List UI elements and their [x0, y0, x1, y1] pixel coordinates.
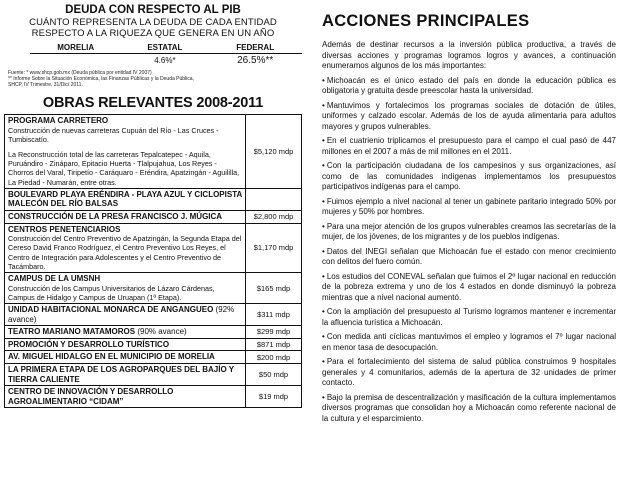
- project-description: [5, 364, 246, 385]
- project-row: [5, 351, 301, 364]
- project-title: [8, 387, 242, 406]
- action-item: [322, 272, 616, 304]
- action-item: [322, 76, 616, 97]
- project-detail: La Reconstrucción total de las carreteras Tepalcatepec - Aquila, Puruándiro - Zináparo, Epitacio Huerta - Tlalpujahua, Los Reyes - Chorros del Varal, Tiripetío - Caráquaro - Eréndira, Apatzingán - Aguililla, La Piedad - Numarán, entre otras.: [8, 150, 240, 187]
- debt-subtitle-line-1: CUÁNTO REPRESENTA LA DEUDA DE CADA ENTIDAD: [29, 17, 277, 28]
- project-detail: Construcción de los Campus Universitarios de Lázaro Cárdenas, Campus de Hidalgo y Campus de Uruapan (1ª Etapa).: [8, 283, 215, 302]
- bullet-marker: •: [322, 161, 325, 170]
- debt-value-estatal: 4.6%*: [154, 56, 176, 65]
- project-amount: [246, 189, 301, 210]
- debt-value-morelia: [30, 54, 121, 68]
- project-amount: $311 mdp: [257, 310, 290, 320]
- project-description: [5, 211, 246, 223]
- debt-table: [30, 42, 302, 67]
- debt-note: SHCP, IV Trimestre, 31/Dic/ 2011.: [8, 82, 83, 88]
- projects-title: OBRAS RELEVANTES 2008-2011: [42, 95, 264, 111]
- project-description: [5, 351, 246, 363]
- bullet-marker: •: [322, 332, 325, 341]
- projects-table: [4, 114, 302, 408]
- project-amount: $5,120 mdp: [253, 146, 294, 156]
- project-description: [5, 115, 246, 188]
- project-title-text: BOULEVARD PLAYA ERÉNDIRA - PLAYA AZUL Y CICLOPISTA MALECÓN DEL RÍO BALSAS: [8, 189, 242, 209]
- project-amount: $50 mdp: [258, 370, 289, 380]
- debt-note: Fuente: * www.shcp.gob.mx (Deuda pública por entidad IV 2007): [8, 70, 152, 76]
- project-description: [5, 273, 246, 303]
- bullet-marker: •: [322, 136, 325, 145]
- action-item: [322, 136, 616, 157]
- action-item: [322, 222, 616, 243]
- project-title: [8, 274, 242, 284]
- action-text: Bajo la premisa de descentralización y masificación de la cultura implementamos diversos programas que consolidan hoy a Michoacán como referente nacional de la cultura y el esparcimiento.: [322, 392, 616, 423]
- bullet-marker: •: [322, 196, 325, 206]
- project-title-text: AV. MIGUEL HIDALGO EN EL MUNICIPIO DE MORELIA: [8, 352, 215, 362]
- bullet-marker: •: [322, 246, 325, 256]
- project-amount: $1,170 mdp: [253, 243, 294, 253]
- action-text: Con la participación ciudadana de los campesinos y sus organizaciones, así como de las comunidades indígenas implementamos los presupuestos participativos indígenas para el campo.: [322, 161, 616, 191]
- project-title-text: PROMOCIÓN Y DESARROLLO TURÍSTICO: [8, 339, 170, 349]
- bullet-marker: •: [322, 100, 325, 110]
- project-title: [8, 340, 242, 350]
- project-row: [5, 386, 301, 407]
- action-text: Para el fortalecimiento del sistema de salud pública construimos 9 hospitales generales y 4 comunitarios, además de la apertura de 32 unidades de primer contacto.: [322, 357, 616, 387]
- project-title: [8, 190, 242, 209]
- debt-header-estatal: ESTATAL: [121, 42, 208, 54]
- debt-source-notes: [8, 70, 302, 88]
- project-row: [5, 224, 301, 273]
- debt-header-federal: FEDERAL: [208, 42, 302, 54]
- project-title-text: PROGRAMA CARRETERO: [8, 116, 109, 125]
- action-item: [322, 247, 616, 268]
- project-title-text: CENTRO DE INNOVACIÓN Y DESARROLLO AGROALIMENTARIO “CIDAM”: [8, 387, 174, 406]
- bullet-marker: •: [322, 392, 325, 402]
- bullet-marker: •: [322, 221, 325, 231]
- project-description: [5, 339, 246, 351]
- project-detail: Construcción del Centro Preventivo de Apatzingán, la Segunda Etapa del Cereso David Franco Rodríguez, el Centro Preventivo Los Reyes, el Centro de Integración para Adolescentes y el Centro Preventivo de Tacámbaro.: [8, 234, 242, 271]
- project-row: [5, 189, 301, 211]
- project-description: [5, 189, 246, 210]
- project-title-text: TEATRO MARIANO MATAMOROS: [8, 327, 136, 337]
- action-text: En el cuatrienio triplicamos el presupuesto para el campo el cual pasó de 447 millones en el 2007 a más de mil millones en el 2011.: [322, 136, 616, 156]
- project-row: [5, 364, 301, 386]
- action-text: Para una mejor atención de los grupos vulnerables creamos las secretarías de la mujer, de los jóvenes, de los migrantes y de los pueblos indígenas.: [322, 221, 616, 241]
- project-amount: $2,800 mdp: [253, 212, 294, 222]
- project-amount: $19 mdp: [258, 392, 289, 402]
- debt-title: DEUDA CON RESPECTO AL PIB: [65, 4, 241, 16]
- project-title-text: CENTROS PENETENCIARIOS: [8, 224, 121, 234]
- project-title: [8, 352, 242, 362]
- project-title: [8, 365, 242, 384]
- project-description: [5, 304, 246, 325]
- debt-subtitle-line-2: RESPECTO A LA RIQUEZA QUE GENERA EN UN AÑO: [31, 28, 275, 39]
- bullet-marker: •: [322, 357, 325, 366]
- project-row: [5, 211, 301, 224]
- project-title: [8, 305, 242, 324]
- project-row: [5, 115, 301, 189]
- action-text: Fuimos ejemplo a nivel nacional al tener un gabinete paritario integrado 50% por mujeres y 50% por hombres.: [322, 196, 616, 216]
- project-title: [8, 327, 242, 337]
- action-text: Con medida anti cíclicas mantuvimos el empleo y logramos el 7º lugar nacional en menor tasa de desocupación.: [322, 332, 616, 352]
- project-progress: (92% avance): [8, 305, 235, 324]
- project-description: [5, 386, 246, 407]
- action-text: Mantuvimos y fortalecimos los programas sociales de dotación de útiles, uniformes y calzado escolar. Además de los de ayuda alimentaria para adultos mayores y grupos vulnerables.: [322, 100, 616, 131]
- project-title-text: LA PRIMERA ETAPA DE LOS AGROPARQUES DEL BAJÍO Y TIERRA CALIENTE: [8, 364, 234, 384]
- project-amount: $299 mdp: [256, 327, 291, 337]
- project-progress: (90% avance): [135, 327, 187, 337]
- debt-header-morelia: MORELIA: [30, 42, 121, 54]
- action-text: Los estudios del CONEVAL señalan que fuimos el 2º lugar nacional en reducción de la pobreza extrema y uno de los 4 estados en donde disminuyó la pobreza mientras que a nivel nacional aumentó.: [322, 271, 616, 302]
- project-row: [5, 273, 301, 304]
- project-amount: $200 mdp: [256, 352, 291, 362]
- action-item: [322, 393, 616, 425]
- project-description: [5, 326, 246, 338]
- project-title: [8, 116, 242, 126]
- project-row: [5, 304, 301, 326]
- project-amount: $871 mdp: [256, 340, 291, 350]
- project-detail: Construcción de nuevas carreteras Cupuán del Río - Las Cruces - Tumbiscatío.: [8, 125, 219, 144]
- bullet-marker: •: [322, 75, 325, 85]
- project-row: [5, 339, 301, 352]
- action-text: Michoacán es el único estado del país en donde la educación pública es obligatoria y gratuita desde preescolar hasta la universidad.: [322, 75, 616, 95]
- bullet-marker: •: [322, 307, 325, 316]
- action-text: Datos del INEGI señalan que Michoacán fue el estado con menor crecimiento con delitos del fuero común.: [322, 246, 616, 266]
- project-description: [5, 224, 246, 272]
- left-column: [4, 4, 302, 408]
- project-title-text: CONSTRUCCIÓN DE LA PRESA FRANCISCO J. MÚGICA: [8, 212, 223, 221]
- action-item: [322, 161, 616, 193]
- project-row: [5, 326, 301, 339]
- project-title: [8, 225, 242, 235]
- debt-value-federal: 26.5%**: [237, 55, 274, 66]
- action-item: [322, 101, 616, 133]
- action-item: [322, 307, 616, 328]
- debt-note: ** Informe Sobre la Situación Económica, las Finanzas Públicas y la Deuda Pública,: [8, 76, 194, 82]
- project-title: [8, 212, 242, 222]
- project-title-text: UNIDAD HABITACIONAL MONARCA DE ANGANGUEO: [8, 305, 214, 314]
- project-amount: $165 mdp: [256, 283, 291, 293]
- bullet-marker: •: [322, 271, 325, 281]
- action-item: [322, 357, 616, 389]
- actions-title: ACCIONES PRINCIPALES: [322, 12, 530, 30]
- action-text: Con la ampliación del presupuesto al Turismo logramos mantener e incrementar la afluencia turística a Michoacán.: [322, 307, 616, 327]
- actions-list: [322, 76, 616, 425]
- action-item: [322, 332, 616, 353]
- right-column: [322, 12, 616, 424]
- action-item: [322, 197, 616, 218]
- project-title-text: CAMPUS DE LA UMSNH: [8, 274, 101, 283]
- actions-intro: Además de destinar recursos a la inversión pública productiva, a través de diversas acciones y programas logramos logros y avances, a continuación enumeramos algunos de los más importantes:: [322, 40, 616, 70]
